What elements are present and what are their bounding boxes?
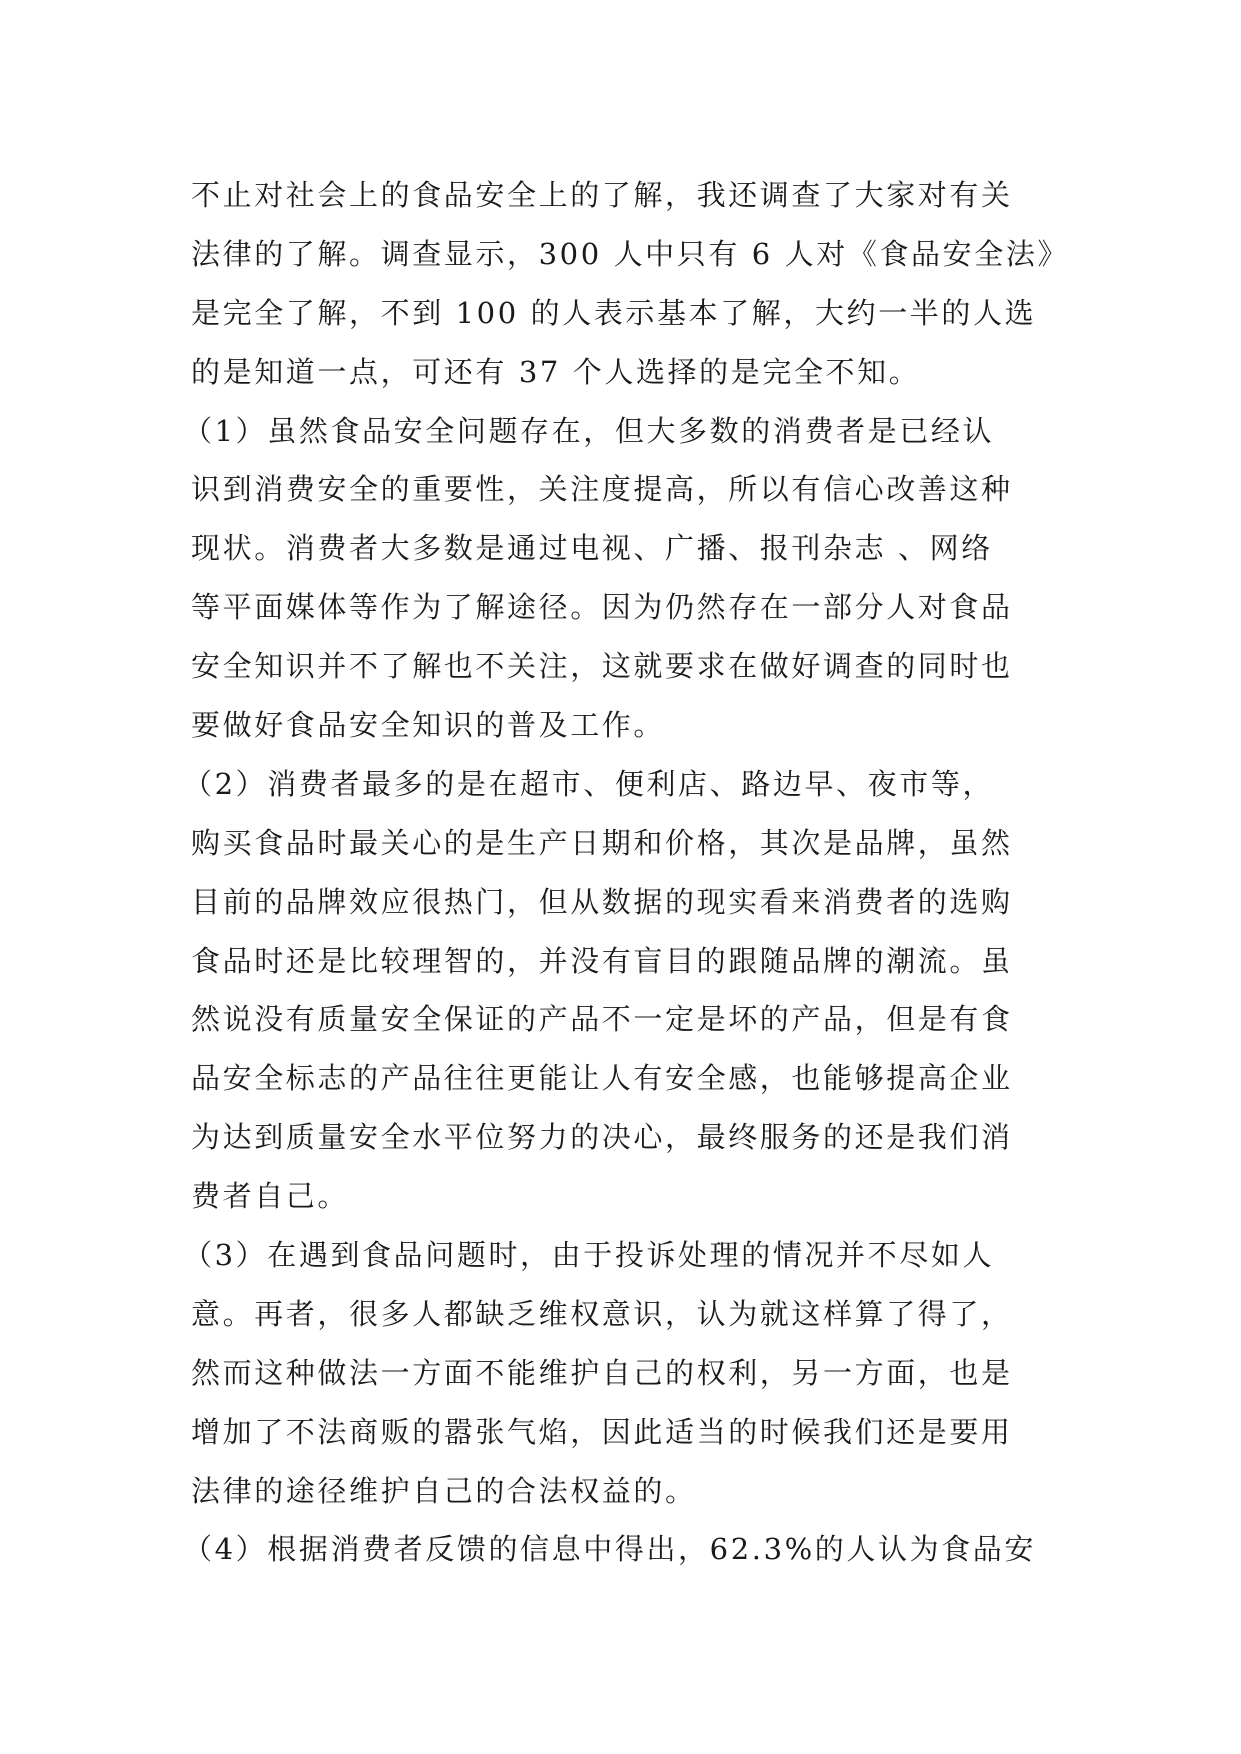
text-line: 现状。消费者大多数是通过电视、广播、报刊杂志 、网络 xyxy=(191,531,993,566)
text-line: 不止对社会上的食品安全上的了解，我还调查了大家对有关 xyxy=(191,178,1013,212)
text-line: 意。再者，很多人都缺乏维权意识，认为就这样算了得了， xyxy=(191,1296,1013,1331)
text-line: 安全知识并不了解也不关注，这就要求在做好调查的同时也 xyxy=(191,649,1013,684)
text-line: 要做好食品安全知识的普及工作。 xyxy=(191,708,666,743)
text-line: 为达到质量安全水平位努力的决心，最终服务的还是我们消 xyxy=(191,1120,1013,1155)
text-line: 等平面媒体等作为了解途径。因为仍然存在一部分人对食品 xyxy=(191,590,1013,625)
text-line: 的是知道一点，可还有 37 个人选择的是完全不知。 xyxy=(191,354,921,389)
text-line: 是完全了解，不到 100 的人表示基本了解，大约一半的人选 xyxy=(191,295,1037,330)
paragraph-item-4 xyxy=(183,1520,1051,1579)
text-line: 然说没有质量安全保证的产品不一定是坏的产品，但是有食 xyxy=(191,1002,1013,1037)
text-line: 品安全标志的产品往往更能让人有安全感，也能够提高企业 xyxy=(191,1061,1013,1096)
text-line: 法律的途径维护自己的合法权益的。 xyxy=(191,1473,697,1508)
text-line: （4）根据消费者反馈的信息中得出，62.3%的人认为食品安 xyxy=(183,1532,1036,1567)
text-line: （3）在遇到食品问题时，由于投诉处理的情况并不尽如人 xyxy=(183,1238,995,1273)
text-line: （1）虽然食品安全问题存在，但大多数的消费者是已经认 xyxy=(183,413,995,448)
paragraph-intro xyxy=(191,166,1070,402)
body-text xyxy=(183,166,1070,1579)
text-line: 费者自己。 xyxy=(191,1179,350,1214)
text-line: 识到消费安全的重要性，关注度提高，所以有信心改善这种 xyxy=(191,472,1013,507)
text-line: 目前的品牌效应很热门，但从数据的现实看来消费者的选购 xyxy=(191,884,1013,919)
text-line: 然而这种做法一方面不能维护自己的权利，另一方面，也是 xyxy=(191,1355,1013,1390)
paragraph-item-3 xyxy=(183,1226,1051,1520)
text-line: 增加了不法商贩的嚣张气焰，因此适当的时候我们还是要用 xyxy=(191,1414,1013,1449)
text-line: 购买食品时最关心的是生产日期和价格，其次是品牌，虽然 xyxy=(191,825,1013,860)
text-line: 法律的了解。调查显示，300 人中只有 6 人对《食品安全法》 xyxy=(191,236,1070,271)
paragraph-item-2 xyxy=(183,755,1051,1226)
text-line: 食品时还是比较理智的，并没有盲目的跟随品牌的潮流。虽 xyxy=(191,943,1013,978)
text-line: （2）消费者最多的是在超市、便利店、路边早、夜市等， xyxy=(183,766,995,801)
paragraph-item-1 xyxy=(183,402,1051,755)
